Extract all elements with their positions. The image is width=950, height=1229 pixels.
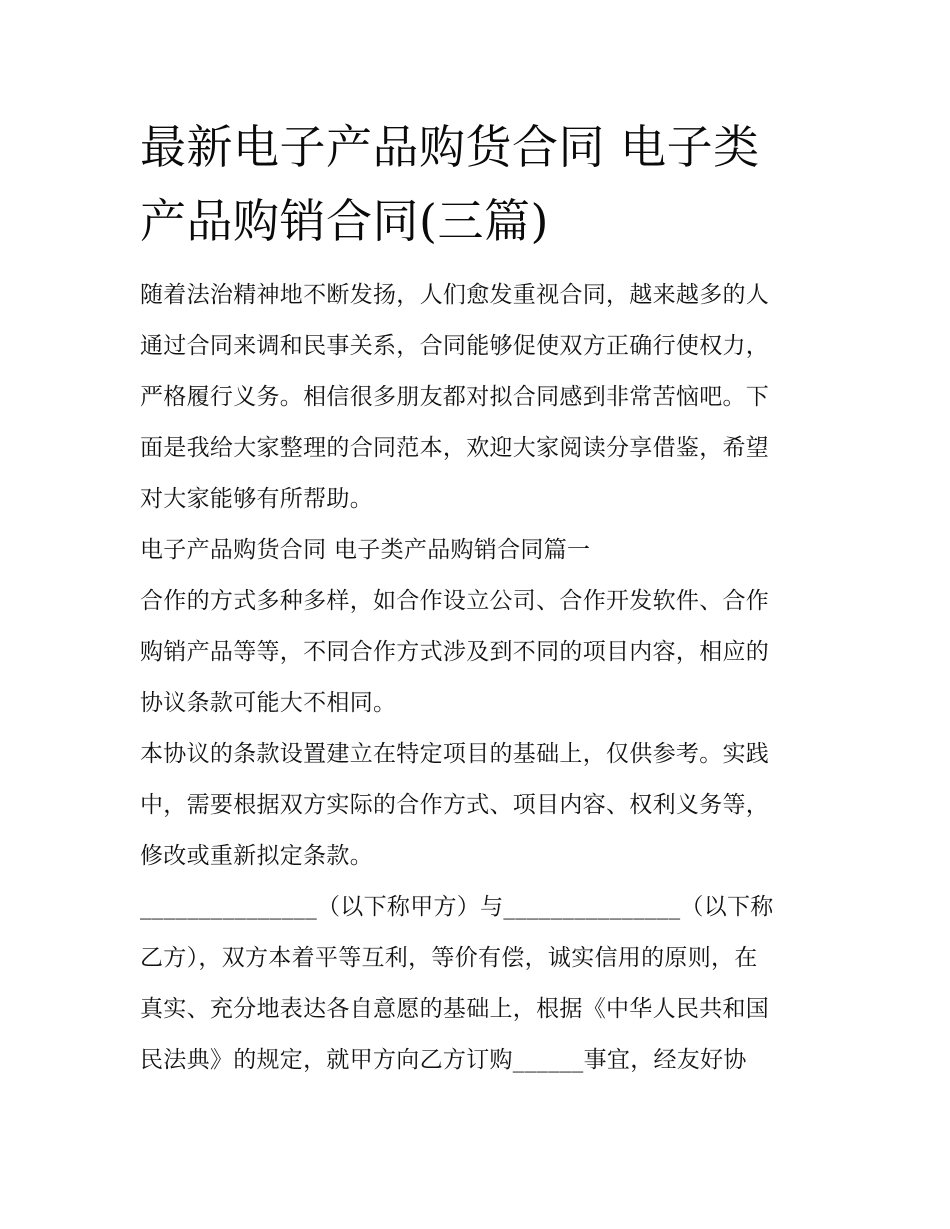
text-line: 电子产品购货合同 电子类产品购销合同篇一 xyxy=(140,537,591,563)
reference-paragraph xyxy=(140,729,812,882)
text-line: 合作的方式多种多样，如合作设立公司、合作开发软件、合作 xyxy=(140,588,770,614)
intro-paragraph xyxy=(140,270,812,525)
text-line: 随着法治精神地不断发扬，人们愈发重视合同，越来越多的人 xyxy=(140,282,770,308)
parties-paragraph xyxy=(140,882,812,1086)
text-line: 对大家能够有所帮助。 xyxy=(140,486,373,512)
text-line: 真实、充分地表达各自意愿的基础上，根据《中华人民共和国 xyxy=(140,996,770,1022)
text-line: 协议条款可能大不相同。 xyxy=(140,690,397,716)
text-line: 乙方），双方本着平等互利，等价有偿，诚实信用的原则，在 xyxy=(140,945,758,971)
text-line: 中，需要根据双方实际的合作方式、项目内容、权利义务等， xyxy=(140,792,770,818)
text-line: 购销产品等等，不同合作方式涉及到不同的项目内容，相应的 xyxy=(140,639,770,665)
title-line-2: 产品购销合同(三篇) xyxy=(140,194,549,248)
text-line: _______________（以下称甲方）与_______________（以下称 xyxy=(140,894,774,920)
section-heading xyxy=(140,525,812,576)
cooperation-paragraph xyxy=(140,576,812,729)
text-line: 通过合同来调和民事关系，合同能够促使双方正确行使权力， xyxy=(140,333,770,359)
text-line: 本协议的条款设置建立在特定项目的基础上，仅供参考。实践 xyxy=(140,741,770,767)
text-line: 面是我给大家整理的合同范本，欢迎大家阅读分享借鉴，希望 xyxy=(140,435,770,461)
text-line: 民法典》的规定，就甲方向乙方订购______事宜，经友好协 xyxy=(140,1047,747,1073)
text-line: 严格履行义务。相信很多朋友都对拟合同感到非常苦恼吧。下 xyxy=(140,384,770,410)
document-page xyxy=(140,110,812,1086)
document-title xyxy=(140,110,812,258)
text-line: 修改或重新拟定条款。 xyxy=(140,843,373,869)
title-line-1: 最新电子产品购货合同 电子类 xyxy=(140,120,760,174)
